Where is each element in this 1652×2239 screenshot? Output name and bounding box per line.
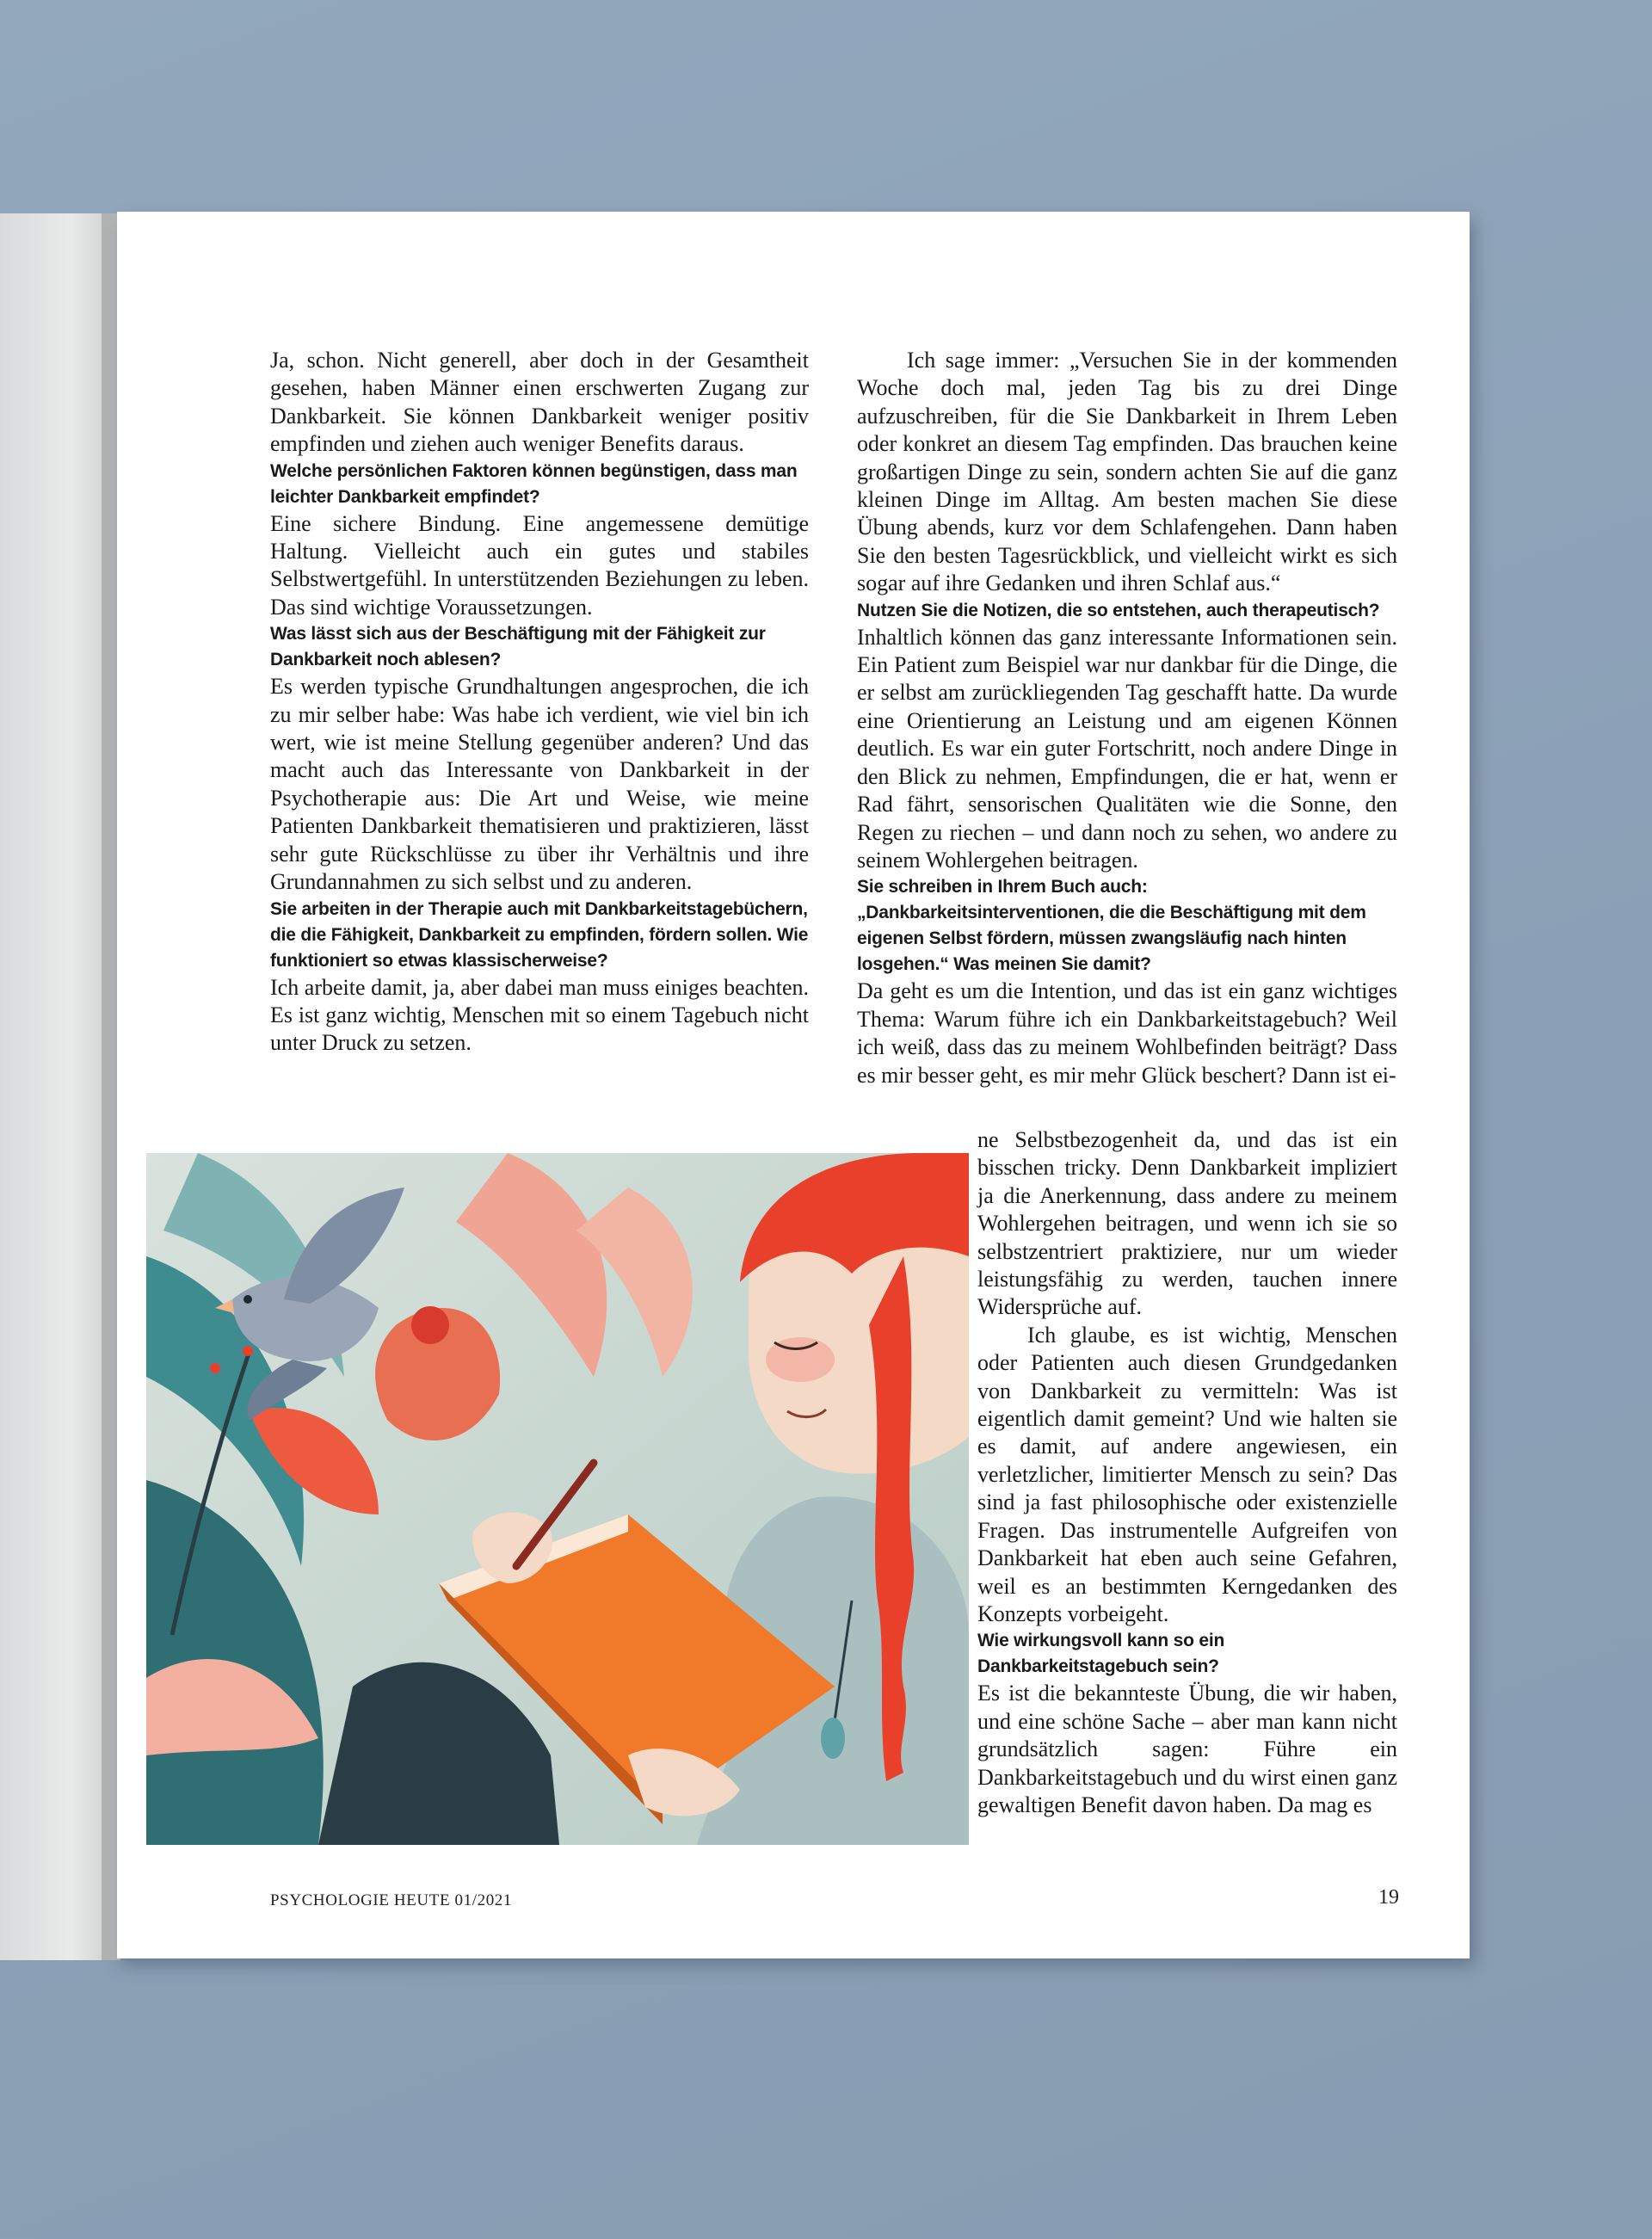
answer-paragraph: Ich sage immer: „Versuchen Sie in der kommenden Woche doch mal, jeden Tag bis zu drei Dinge aufzuschreiben, für die Sie Dankbarkeit in Ihrem Leben oder konkret an diesem Tag empfinden. Das brauchen keine großartigen Dinge zu sein, sondern achten Sie auf die ganz kleinen Dinge im Alltag. Am besten machen Sie diese Übung abends, kurz vor dem Schlafengehen. Dann haben Sie den besten Tagesrückblick, und vielleicht wirkt es sich sogar auf ihre Gedanken und ihren Schlaf aus.“ [857, 348, 1397, 596]
answer-paragraph: Es werden typische Grundhaltungen angesprochen, die ich zu mir selber habe: Was habe ich verdient, wie viel bin ich wert, wie ist meine Stellung gegenüber anderen? Und das macht auch das Interessante von Dankbarkeit in der Psychotherapie aus: Die Art und Weise, wie meine Patienten Dankbarkeit thematisieren und praktizieren, lässt sehr gute Rückschlüsse zu über ihr Verhältnis und ihre Grundannahmen zu sich selbst und zu anderen. [270, 674, 809, 895]
answer-paragraph: ne Selbstbezogenheit da, und das ist ein bisschen tricky. Denn Dankbarkeit impliziert ja die Anerkennung, dass andere zu meinem Wohlergehen beitragen, und wenn ich sie so selbstzentriert praktiziere, nur um wieder leistungsfähig zu werden, tauchen innere Widersprüche auf. [977, 1127, 1397, 1320]
interview-question: Welche persönlichen Faktoren können begünstigen, dass man leichter Dankbarkeit empfindet? [270, 460, 798, 507]
illustration-woman-writing-journal [146, 1153, 969, 1845]
interview-question: Was lässt sich aus der Beschäftigung mit der Fähigkeit zur Dankbarkeit noch ablesen? [270, 624, 766, 670]
berry [243, 1346, 253, 1356]
footer-magazine-issue: PSYCHOLOGIE HEUTE 01/2021 [270, 1891, 512, 1909]
answer-paragraph: Ich glaube, es ist wichtig, Menschen oder Patienten auch diesen Grundgedanken von Dankbarkeit zu vermitteln: Was ist eigentlich damit gemeint? Und wie halten sie es damit, auf andere angewiesen, ein verletzlicher, limitierter Mensch zu sein? Das sind ja fast philosophische oder existenzielle Fragen. Das instrumentelle Aufgreifen von Dankbarkeit hat eben auch seine Gefahren, weil es an bestimmten Kerngedanken des Konzepts vorbeigeht. [977, 1322, 1397, 1626]
answer-paragraph: Eine sichere Bindung. Eine angemessene demütige Haltung. Vielleicht auch ein gutes und stabiles Selbstwertgefühl. In unterstützenden Beziehungen zu leben. Das sind wichtige Voraussetzungen. [270, 510, 809, 620]
answer-paragraph: Ich arbeite damit, ja, aber dabei man muss einiges beachten. Es ist ganz wichtig, Menschen mit so einem Tagebuch nicht unter Druck zu setzen. [270, 974, 809, 1056]
interview-question: Wie wirkungsvoll kann so ein Dankbarkeitstagebuch sein? [977, 1631, 1225, 1677]
right-column-top [857, 347, 1397, 1089]
answer-paragraph: Inhaltlich können das ganz interessante Informationen sein. Ein Patient zum Beispiel war nur dankbar für die Dinge, die er selbst am zurückliegenden Tag geschafft hatte. Da wurde eine Orientierung an Leistung und am eigenen Können deutlich. Es war ein guter Fortschritt, noch andere Dinge in den Blick zu nehmen, Empfindungen, die er hat, wenn er Rad fährt, sensorischen Qualitäten wie die Sonne, den Regen zu riechen – und dann noch zu sehen, wo andere zu seinem Wohlergehen beitragen. [857, 624, 1397, 873]
illustration-svg [146, 1153, 969, 1845]
answer-paragraph: Ja, schon. Nicht generell, aber doch in der Gesamtheit gesehen, haben Männer einen erschwerten Zugang zur Dankbarkeit. Sie können Dankbarkeit weniger positiv empfinden und ziehen auch weniger Benefits daraus. [270, 348, 809, 457]
interview-question: Nutzen Sie die Notizen, die so entstehen, auch therapeutisch? [857, 600, 1380, 620]
left-column [270, 347, 809, 1058]
right-column-bottom [977, 1126, 1397, 1819]
flower-center [411, 1306, 449, 1344]
magazine-page [117, 212, 1470, 1958]
berry [210, 1363, 220, 1373]
interview-question: Sie schreiben in Ihrem Buch auch: „Dankbarkeitsinterventionen, die die Beschäftigung mit dem eigenen Selbst fördern, müssen zwangsläufig nach hinten losgehen.“ Was meinen Sie damit? [857, 877, 1366, 975]
answer-paragraph: Es ist die bekannteste Übung, die wir haben, und eine schöne Sache – aber man kann nicht grundsätzlich sagen: Führe ein Dankbarkeitstagebuch und du wirst einen ganz gewaltigen Benefit davon haben. Da mag es [977, 1681, 1397, 1817]
interview-question: Sie arbeiten in der Therapie auch mit Dankbarkeitstagebüchern, die die Fähigkeit, Dankbarkeit zu empfinden, fördern sollen. Wie funktioniert so etwas klassischerweise? [270, 898, 809, 971]
answer-paragraph: Da geht es um die Intention, und das ist ein ganz wichtiges Thema: Warum führe ich ein Dankbarkeitstagebuch? Weil ich weiß, dass das zu meinem Wohlbefinden beiträgt? Dass es mir besser geht, es mir mehr Glück beschert? Dann ist ei- [857, 978, 1397, 1088]
footer-page-number: 19 [1378, 1886, 1399, 1909]
